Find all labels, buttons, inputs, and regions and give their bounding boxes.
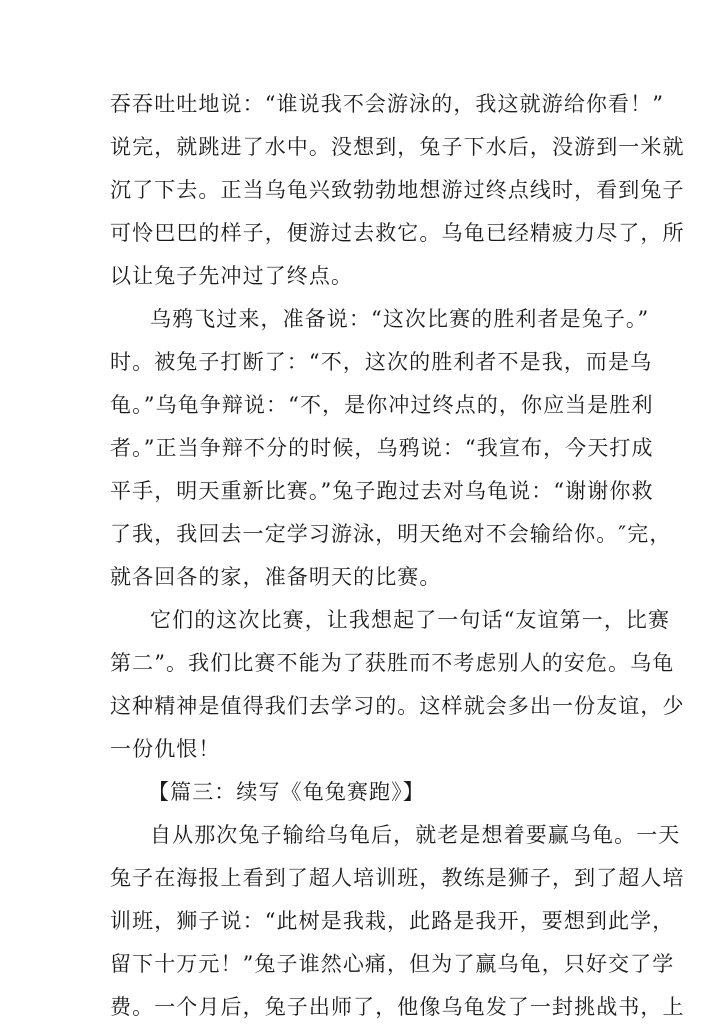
text-line: 说完，就跳进了水中。没想到，兔子下水后，没游到一米就 (110, 135, 685, 159)
text-line: 训班，狮子说：“此树是我栽，此路是我开，要想到此学， (110, 909, 675, 933)
paragraph-start-line: 乌鸦飞过来，准备说：“这次比赛的胜利者是兔子。” (150, 307, 650, 331)
text-line: 以让兔子先冲过了终点。 (110, 264, 354, 288)
text-line: 龟。”乌龟争辩说：“不，是你冲过终点的，你应当是胜利 (110, 393, 654, 417)
text-line: 费。一个月后，兔子出师了，他像乌龟发了一封挑战书，上 (110, 995, 685, 1019)
text-line: 就各回各的家，准备明天的比赛。 (110, 565, 442, 589)
text-line: 这种精神是值得我们去学习的。这样就会多出一份友谊，少 (110, 694, 685, 718)
text-line: 可怜巴巴的样子，便游过去救它。乌龟已经精疲力尽了，所 (110, 221, 685, 245)
text-line: 吞吞吐吐地说：“谁说我不会游泳的，我这就游给你看！” (110, 92, 665, 116)
section-heading: 【篇三：续写《龟兔赛跑》】 (148, 780, 425, 804)
text-line: 时。被兔子打断了：“不，这次的胜利者不是我，而是乌 (110, 350, 653, 374)
text-line: 第二”。我们比赛不能为了获胜而不考虑别人的安危。乌龟 (110, 651, 675, 675)
text-line: 一份仇恨！ (110, 737, 221, 761)
text-line: 留下十万元！”兔子谁然心痛，但为了赢乌龟，只好交了学 (110, 952, 675, 976)
text-line: 兔子在海报上看到了超人培训班，教练是狮子，到了超人培 (110, 866, 685, 890)
paragraph-start-line: 自从那次兔子输给乌龟后，就老是想着要赢乌龟。一天 (150, 823, 681, 847)
paragraph-start-line: 它们的这次比赛，让我想起了一句话“友谊第一，比赛 (150, 608, 671, 632)
text-line: 平手，明天重新比赛。”兔子跑过去对乌龟说：“谢谢你救 (110, 479, 654, 503)
text-line: 沉了下去。正当乌龟兴致勃勃地想游过终点线时，看到兔子 (110, 178, 685, 202)
text-line: 了我，我回去一定学习游泳，明天绝对不会输给你。″完， (110, 522, 672, 546)
text-line: 者。”正当争辩不分的时候，乌鸦说：“我宣布，今天打成 (110, 436, 654, 460)
